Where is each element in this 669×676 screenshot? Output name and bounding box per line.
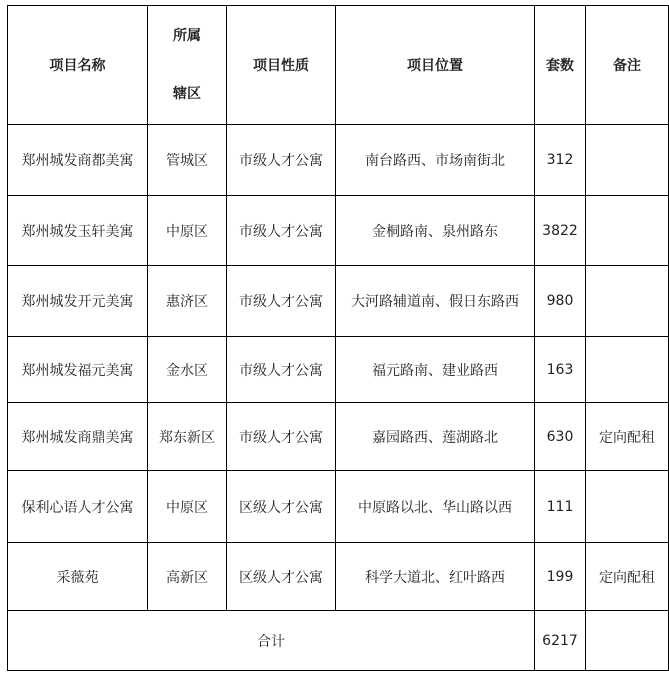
cell-location: 科学大道北、红叶路西 bbox=[336, 543, 535, 611]
table-row bbox=[8, 266, 669, 337]
table-row bbox=[8, 196, 669, 266]
header-units: 套数 bbox=[535, 6, 586, 125]
cell-name: 郑州城发福元美寓 bbox=[8, 337, 148, 403]
header-district-line2: 辖区 bbox=[173, 86, 201, 102]
cell-district: 高新区 bbox=[148, 543, 227, 611]
cell-units: 630 bbox=[535, 403, 586, 471]
header-name: 项目名称 bbox=[8, 6, 148, 125]
header-district-line1: 所属 bbox=[173, 28, 201, 44]
cell-location: 大河路辅道南、假日东路西 bbox=[336, 266, 535, 337]
cell-remarks bbox=[586, 471, 669, 543]
cell-name: 保利心语人才公寓 bbox=[8, 471, 148, 543]
cell-location: 金桐路南、泉州路东 bbox=[336, 196, 535, 266]
cell-district: 管城区 bbox=[148, 125, 227, 196]
cell-units: 312 bbox=[535, 125, 586, 196]
cell-remarks bbox=[586, 337, 669, 403]
cell-remarks bbox=[586, 125, 669, 196]
apartment-table bbox=[7, 5, 669, 671]
cell-type: 市级人才公寓 bbox=[227, 266, 336, 337]
cell-remarks bbox=[586, 196, 669, 266]
cell-name: 郑州城发玉轩美寓 bbox=[8, 196, 148, 266]
cell-type: 市级人才公寓 bbox=[227, 196, 336, 266]
cell-units: 3822 bbox=[535, 196, 586, 266]
table-row bbox=[8, 543, 669, 611]
header-location: 项目位置 bbox=[336, 6, 535, 125]
cell-units: 980 bbox=[535, 266, 586, 337]
table-row bbox=[8, 337, 669, 403]
cell-remarks bbox=[586, 266, 669, 337]
cell-location: 中原路以北、华山路以西 bbox=[336, 471, 535, 543]
cell-type: 区级人才公寓 bbox=[227, 471, 336, 543]
total-row bbox=[8, 611, 669, 671]
cell-units: 199 bbox=[535, 543, 586, 611]
cell-type: 市级人才公寓 bbox=[227, 403, 336, 471]
total-units: 6217 bbox=[535, 611, 586, 671]
header-remarks: 备注 bbox=[586, 6, 669, 125]
cell-name: 郑州城发商都美寓 bbox=[8, 125, 148, 196]
header-district bbox=[148, 6, 227, 125]
total-label: 合计 bbox=[8, 611, 535, 671]
cell-type: 市级人才公寓 bbox=[227, 125, 336, 196]
cell-units: 111 bbox=[535, 471, 586, 543]
cell-district: 金水区 bbox=[148, 337, 227, 403]
cell-remarks: 定向配租 bbox=[586, 543, 669, 611]
total-remarks bbox=[586, 611, 669, 671]
cell-name: 郑州城发开元美寓 bbox=[8, 266, 148, 337]
table-row bbox=[8, 403, 669, 471]
cell-district: 中原区 bbox=[148, 196, 227, 266]
table-row bbox=[8, 125, 669, 196]
cell-name: 采薇苑 bbox=[8, 543, 148, 611]
cell-units: 163 bbox=[535, 337, 586, 403]
cell-type: 市级人才公寓 bbox=[227, 337, 336, 403]
cell-type: 区级人才公寓 bbox=[227, 543, 336, 611]
table-row bbox=[8, 471, 669, 543]
cell-district: 惠济区 bbox=[148, 266, 227, 337]
cell-location: 嘉园路西、莲湖路北 bbox=[336, 403, 535, 471]
cell-location: 南台路西、市场南街北 bbox=[336, 125, 535, 196]
cell-district: 中原区 bbox=[148, 471, 227, 543]
header-row bbox=[8, 6, 669, 125]
cell-district: 郑东新区 bbox=[148, 403, 227, 471]
header-type: 项目性质 bbox=[227, 6, 336, 125]
cell-remarks: 定向配租 bbox=[586, 403, 669, 471]
cell-name: 郑州城发商鼎美寓 bbox=[8, 403, 148, 471]
cell-location: 福元路南、建业路西 bbox=[336, 337, 535, 403]
